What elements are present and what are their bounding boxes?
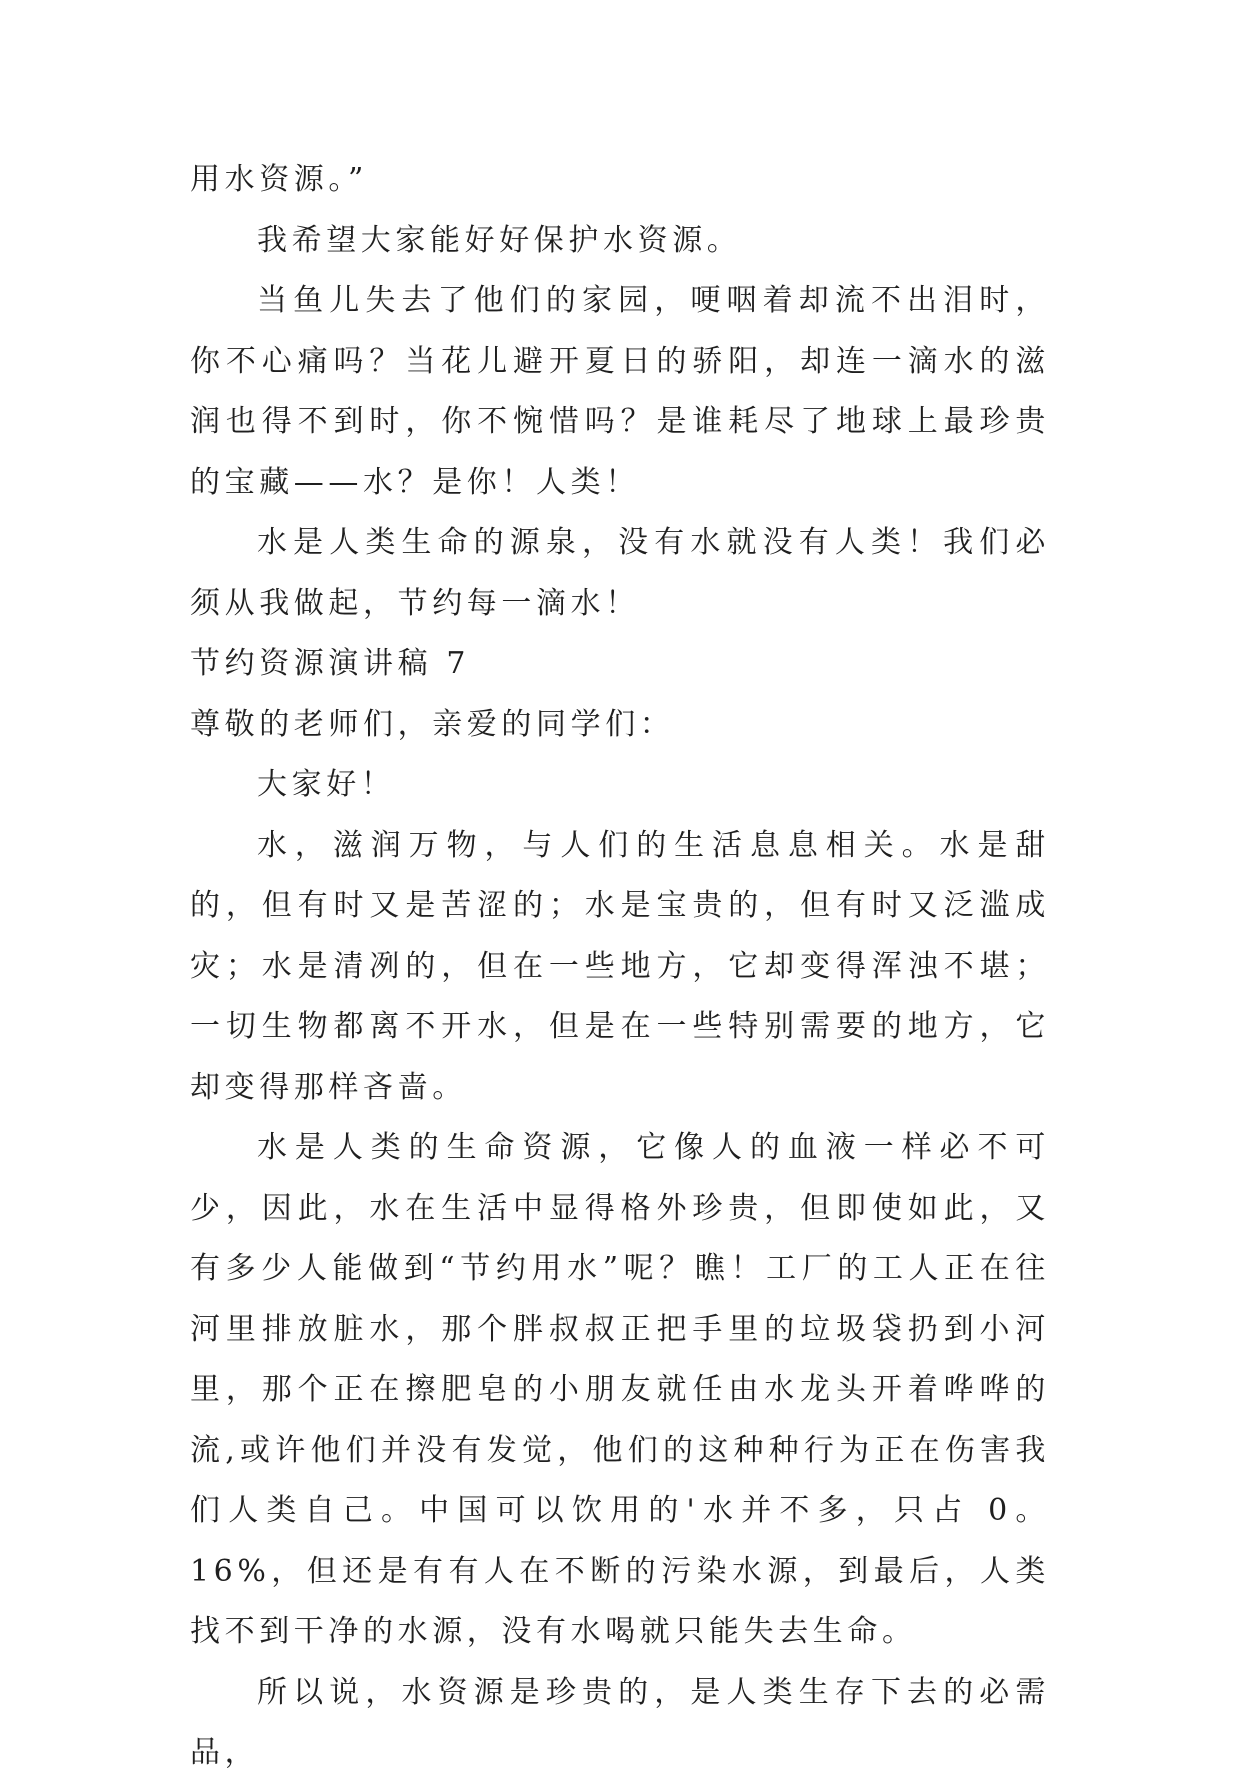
paragraph-water-nourishes: 水，滋润万物，与人们的生活息息相关。水是甜的，但有时又是苦涩的；水是宝贵的，但有时又泛滥成灾；水是清冽的，但在一些地方，它却变得浑浊不堪；一切生物都离不开水，但是在一些特别需要的地方，它却变得那样吝啬。 (190, 827, 1050, 1105)
paragraph-conclusion: 所以说，水资源是珍贵的，是人类生存下去的必需品， (190, 1674, 1050, 1770)
paragraph-life-resource: 水是人类的生命资源，它像人的血液一样必不可少，因此，水在生活中显得格外珍贵，但即使如此，又有多少人能做到“节约用水”呢？瞧！工厂的工人正在往河里排放脏水，那个胖叔叔正把手里的垃圾袋扔到小河里，那个正在擦肥皂的小朋友就任由水龙头开着哗哗的流,或许他们并没有发觉，他们的这种种行为正在伤害我们人类自己。中国可以饮用的'水并不多，只占 0。16%，但还是有有人在不断的污染水源，到最后，人类找不到干净的水源，没有水喝就只能失去生命。 (190, 1130, 1050, 1649)
paragraph-source-of-life: 水是人类生命的源泉，没有水就没有人类！我们必须从我做起，节约每一滴水！ (190, 525, 1050, 621)
salutation: 尊敬的老师们，亲爱的同学们： (190, 706, 675, 742)
section-heading: 节约资源演讲稿 7 (190, 646, 471, 681)
paragraph-hope: 我希望大家能好好保护水资源。 (257, 222, 742, 258)
paragraph-continuation: 用水资源。” (190, 162, 368, 197)
greeting: 大家好！ (257, 767, 396, 802)
paragraph-fish: 当鱼儿失去了他们的家园，哽咽着却流不出泪时，你不心痛吗？当花儿避开夏日的骄阳，却连一滴水的滋润也得不到时，你不惋惜吗？是谁耗尽了地球上最珍贵的宝藏——水？是你！人类！ (190, 283, 1050, 500)
document-page (190, 150, 1050, 1784)
